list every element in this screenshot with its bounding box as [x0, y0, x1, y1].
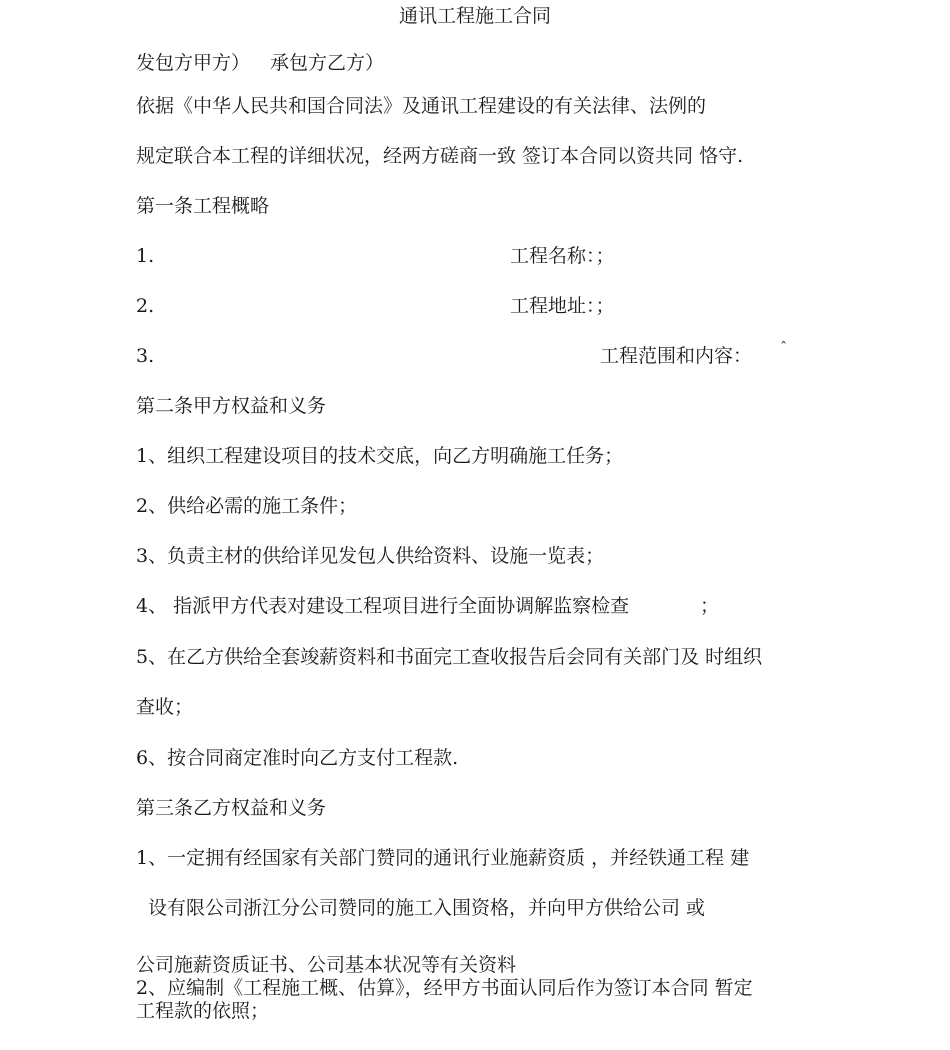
article-1-item-2-label: 工程地址：； [510, 295, 615, 317]
article-1-item-1-label: 工程名称：； [510, 245, 615, 267]
article-2-item-3: 3、负责主材的供给详见发包人供给资料、设施一览表； [136, 545, 605, 567]
article-3-heading: 第三条乙方权益和义务 [136, 797, 327, 819]
article-3-item-2-line-2: 工程款的依照； [136, 1000, 270, 1022]
article-2-item-5-line-2: 查收； [136, 696, 194, 718]
article-2-item-4-end: ； [700, 595, 720, 617]
caret-mark: ˆ [780, 340, 787, 356]
article-2-heading: 第二条甲方权益和义务 [136, 395, 327, 417]
document-title: 通讯工程施工合同 [398, 5, 551, 27]
article-2-item-6: 6、按合同商定准时向乙方支付工程款. [136, 747, 459, 769]
article-3-item-1-line-1: 1、一定拥有经国家有关部门赞同的通讯行业施薪资质 ，并经铁通工程 建 [136, 847, 750, 869]
article-2-item-4: 4、 指派甲方代表对建设工程项目进行全面协调解监察检查 [136, 595, 630, 617]
article-2-item-5-line-1: 5、在乙方供给全套竣薪资料和书面完工查收报告后会同有关部门及 时组织 [136, 646, 763, 668]
article-2-item-1: 1、组织工程建设项目的技术交底，向乙方明确施工任务； [136, 445, 624, 467]
article-1-heading: 第一条工程概略 [136, 195, 270, 217]
article-1-item-1-number: 1. [136, 245, 155, 267]
article-3-item-1-line-3: 公司施薪资质证书、公司基本状况等有关资料 [136, 954, 517, 976]
intro-line-2: 规定联合本工程的详细状况，经两方磋商一致 签订本合同以资共同 恪守. [136, 145, 744, 167]
party-a-label: 发包方甲方） [136, 52, 251, 74]
intro-line-1: 依据《中华人民共和国合同法》及通讯工程建设的有关法律、法例的 [136, 95, 707, 117]
article-1-item-2-number: 2. [136, 295, 155, 317]
party-b-label: 承包方乙方） [270, 52, 385, 74]
article-3-item-2-line-1: 2、应编制《工程施工概、估算》，经甲方书面认同后作为签订本合同 暂定 [136, 977, 753, 999]
article-3-item-1-line-2: 设有限公司浙江分公司赞同的施工入围资格，并向甲方供给公司 或 [148, 897, 706, 919]
article-2-item-2: 2、供给必需的施工条件； [136, 495, 358, 517]
article-1-item-3-label: 工程范围和内容： [600, 345, 753, 367]
article-1-item-3-number: 3. [136, 345, 155, 367]
